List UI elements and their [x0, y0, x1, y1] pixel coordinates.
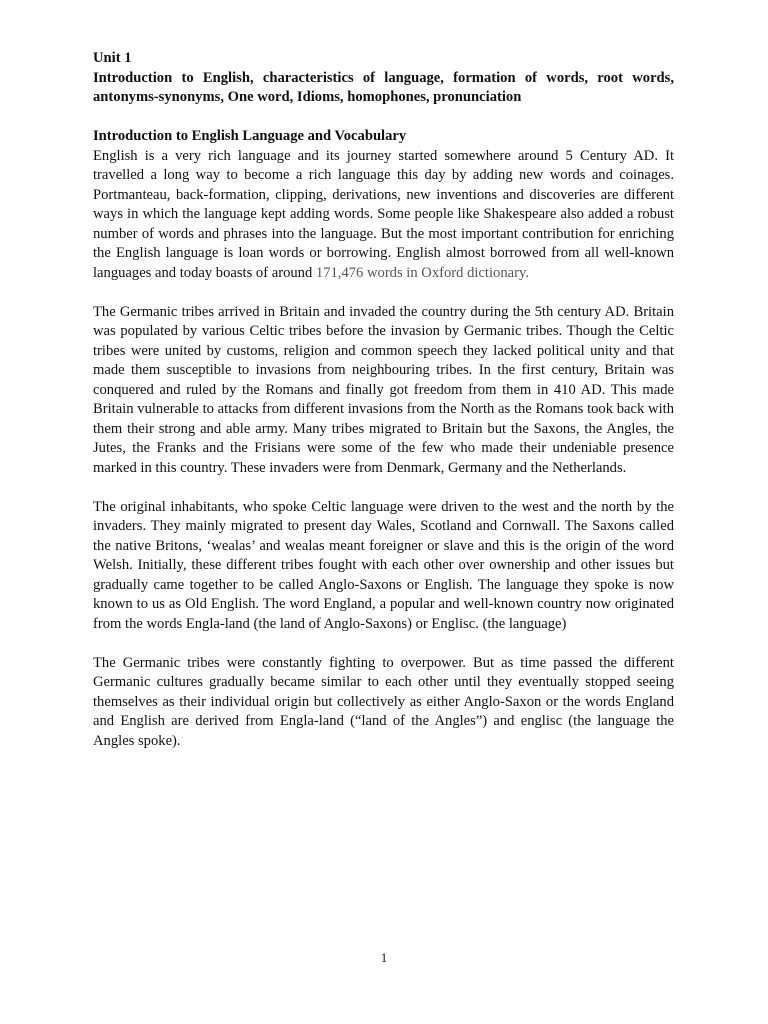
- unit-title: Introduction to English, characteristics of language, formation of words, root words, antonyms-synonyms, One word, Idioms, homophones, pronunciation: [93, 69, 674, 105]
- paragraph-germanic-cultures: The Germanic tribes were constantly fighting to overpower. But as time passed the different Germanic cultures gradually became similar to each other until they eventually stopped seeing themselves as their individual origin but collectively as either Anglo-Saxon or the words England and English are derived from Engla-land (“land of the Angles”) and englisc (the language the Angles spoke).: [93, 654, 674, 749]
- page-number: 1: [380, 951, 388, 965]
- document-page: [93, 49, 674, 771]
- section-heading: Introduction to English Language and Vocabulary: [93, 128, 407, 144]
- paragraph-germanic-tribes: The Germanic tribes arrived in Britain and invaded the country during the 5th century AD. Britain was populated by various Celtic tribes before the invasion by Germanic tribes. Though the Celtic tribes were united by customs, religion and common speech they lacked political unity and that made them susceptible to invasions from neighbouring tribes. In the first century, Britain was conquered and ruled by the Romans and finally got freedom from them in 410 AD. This made Britain vulnerable to attacks from different invasions from the North as the Romans took back with them their strong and able army. Many tribes migrated to Britain but the Saxons, the Angles, the Jutes, the Franks and the Frisians were some of the few who made their undeniable presence marked in this country. These invaders were from Denmark, Germany and the Netherlands.: [93, 303, 674, 476]
- unit-label: Unit 1: [93, 50, 132, 66]
- paragraph-original-inhabitants: The original inhabitants, who spoke Celtic language were driven to the west and the north by the invaders. They mainly migrated to present day Wales, Scotland and Cornwall. The Saxons called the native Britons, ‘wealas’ and wealas meant foreigner or slave and this is the origin of the word Welsh. Initially, these different tribes fought with each other over ownership and other issues but gradually came together to be called Anglo-Saxons or English. The language they spoke is now known to us as Old English. The word England, a popular and well-known country now originated from the words Engla-land (the land of Anglo-Saxons) or Englisc. (the language): [93, 498, 674, 632]
- paragraph-introduction: [93, 147, 674, 284]
- paragraph-introduction-text: English is a very rich language and its journey started somewhere around 5 Century AD. It travelled a long way to become a rich language this day by adding new words and coinages. Portmanteau, back-formation, clipping, derivations, new inventions and discoveries are different ways in which the language kept adding words. Some people like Shakespeare also added a robust number of words and phrases into the language. But the most important contribution for enriching the English language is loan words or borrowing. English almost borrowed from all well-known languages and today boasts of around: [93, 147, 674, 281]
- dictionary-count-text: 171,476 words in Oxford dictionary: [315, 264, 526, 281]
- paragraph-introduction-end: .: [525, 264, 529, 281]
